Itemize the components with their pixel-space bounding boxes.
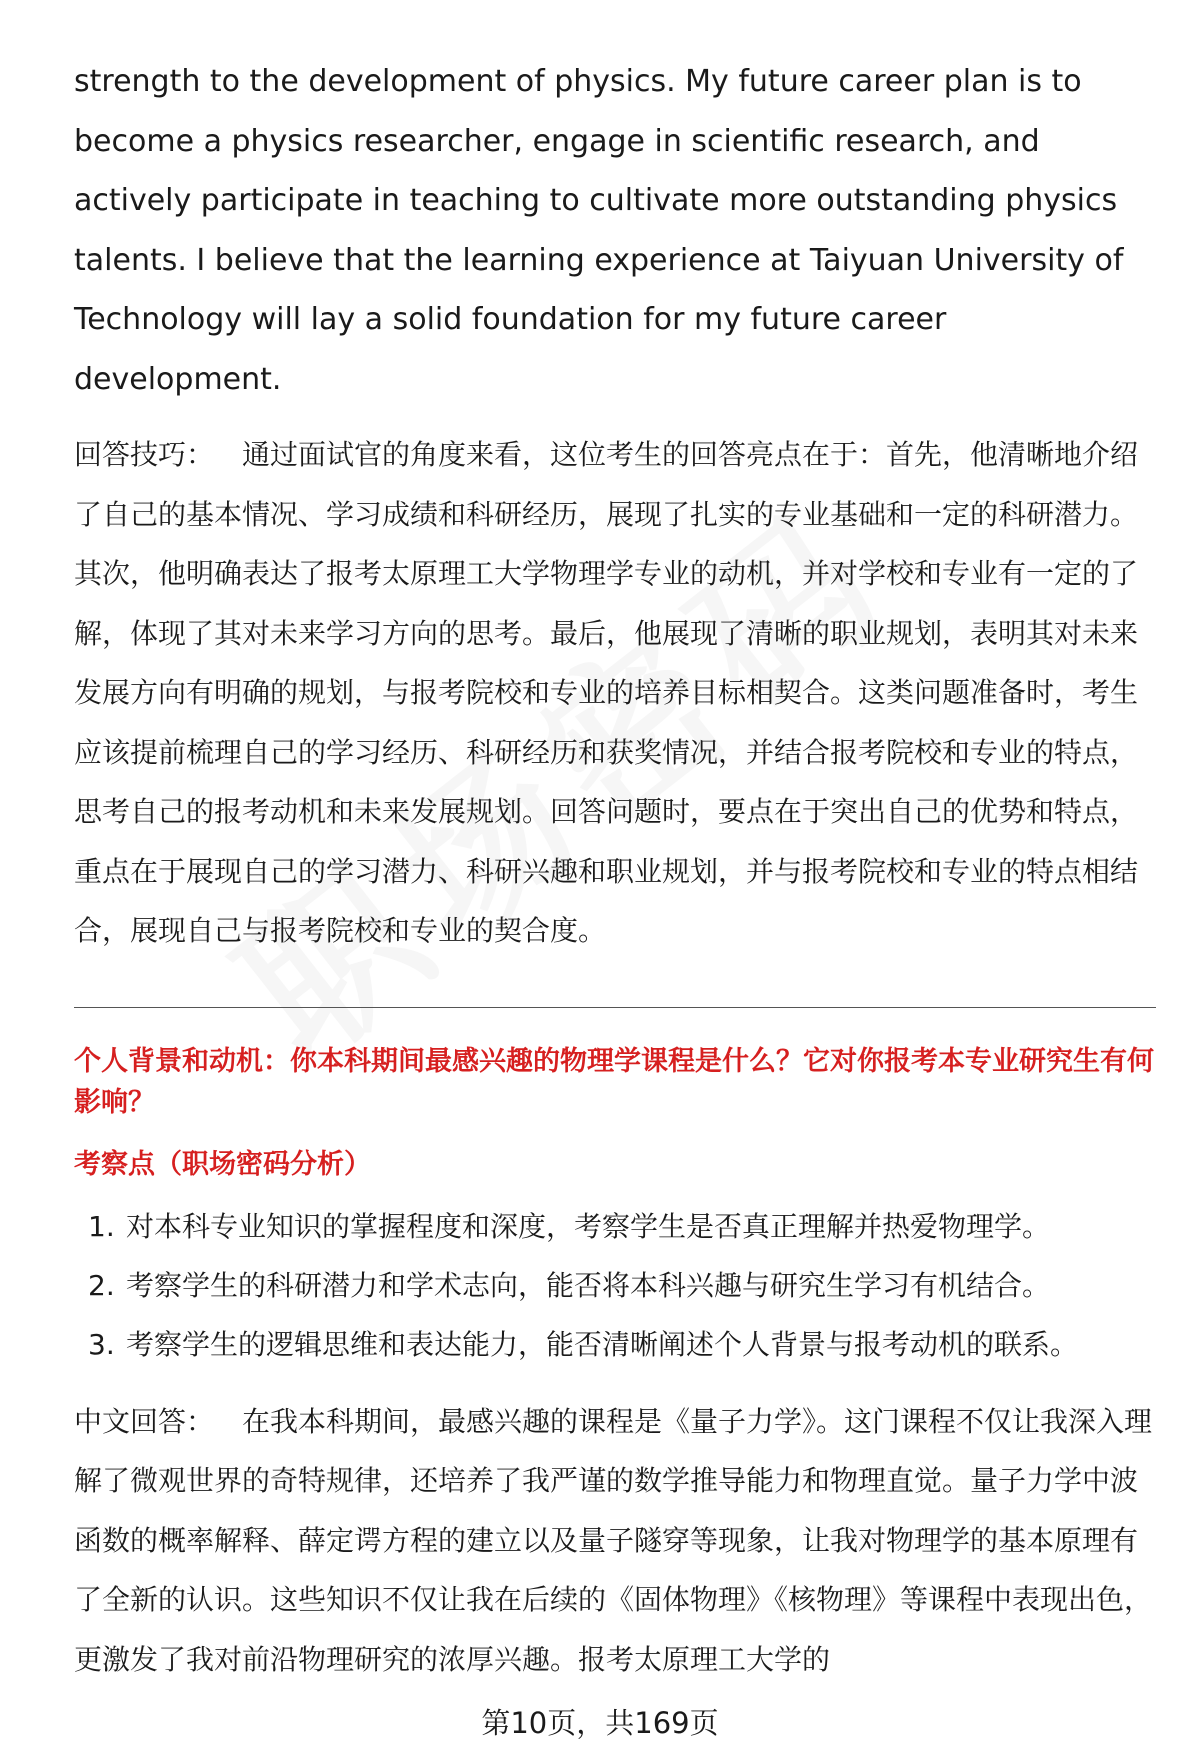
page-number: 第10页，共169页 xyxy=(481,1706,719,1740)
list-item-text: 对本科专业知识的掌握程度和深度，考察学生是否真正理解并热爱物理学。 xyxy=(126,1209,1051,1243)
intro-paragraph: strength to the development of physics. My future career plan is to become a physics researcher, engage in scientific research, and actively participate in teaching to cultivate more outstanding physics talents. I believe that the learning experience at Taiyuan University of Technology will lay a solid foundation for my future career development. xyxy=(74,64,1124,397)
list-item-number: 1. xyxy=(88,1209,115,1243)
answer-text: 在我本科期间，最感兴趣的课程是《量子力学》。这门课程不仅让我深入理解了微观世界的奇特规律，还培养了我严谨的数学推导能力和物理直觉。量子力学中波函数的概率解释、薛定谔方程的建立以及量子隧穿等现象，让我对物理学的基本原理有了全新的认识。这些知识不仅让我在后续的《固体物理》《核物理》等课程中表现出色，更激发了我对前沿物理研究的浓厚兴趣。报考太原理工大学的 xyxy=(74,1404,1153,1676)
list-item xyxy=(74,1256,1156,1315)
evaluation-points-list xyxy=(74,1197,1156,1374)
section-divider xyxy=(74,1007,1156,1008)
tips-text: 通过面试官的角度来看，这位考生的回答亮点在于：首先，他清晰地介绍了自己的基本情况、学习成绩和科研经历，展现了扎实的专业基础和一定的科研潜力。其次，他明确表达了报考太原理工大学物理学专业的动机，并对学校和专业有一定的了解，体现了其对未来学习方向的思考。最后，他展现了清晰的职业规划，表明其对未来发展方向有明确的规划，与报考院校和专业的培养目标相契合。这类问题准备时，考生应该提前梳理自己的学习经历、科研经历和获奖情况，并结合报考院校和专业的特点，思考自己的报考动机和未来发展规划。回答问题时，要点在于突出自己的优势和特点，重点在于展现自己的学习潜力、科研兴趣和职业规划，并与报考院校和专业的特点相结合，展现自己与报考院校和专业的契合度。 xyxy=(74,438,1139,947)
question-heading: 个人背景和动机：你本科期间最感兴趣的物理学课程是什么？它对你报考本专业研究生有何影响？ xyxy=(74,1045,1154,1118)
list-item-number: 3. xyxy=(88,1327,115,1361)
tips-paragraph xyxy=(74,425,1156,961)
page-content xyxy=(74,52,1156,1689)
list-item xyxy=(74,1315,1156,1374)
list-item-text: 考察学生的逻辑思维和表达能力，能否清晰阐述个人背景与报考动机的联系。 xyxy=(126,1327,1079,1361)
answer-label: 中文回答： xyxy=(74,1404,215,1438)
tips-label: 回答技巧： xyxy=(74,438,215,471)
list-item xyxy=(74,1197,1156,1256)
list-item-text: 考察学生的科研潜力和学术志向，能否将本科兴趣与研究生学习有机结合。 xyxy=(126,1268,1051,1302)
answer-paragraph xyxy=(74,1392,1156,1690)
list-item-number: 2. xyxy=(88,1268,115,1302)
section-title: 考察点（职场密码分析） xyxy=(74,1148,371,1180)
